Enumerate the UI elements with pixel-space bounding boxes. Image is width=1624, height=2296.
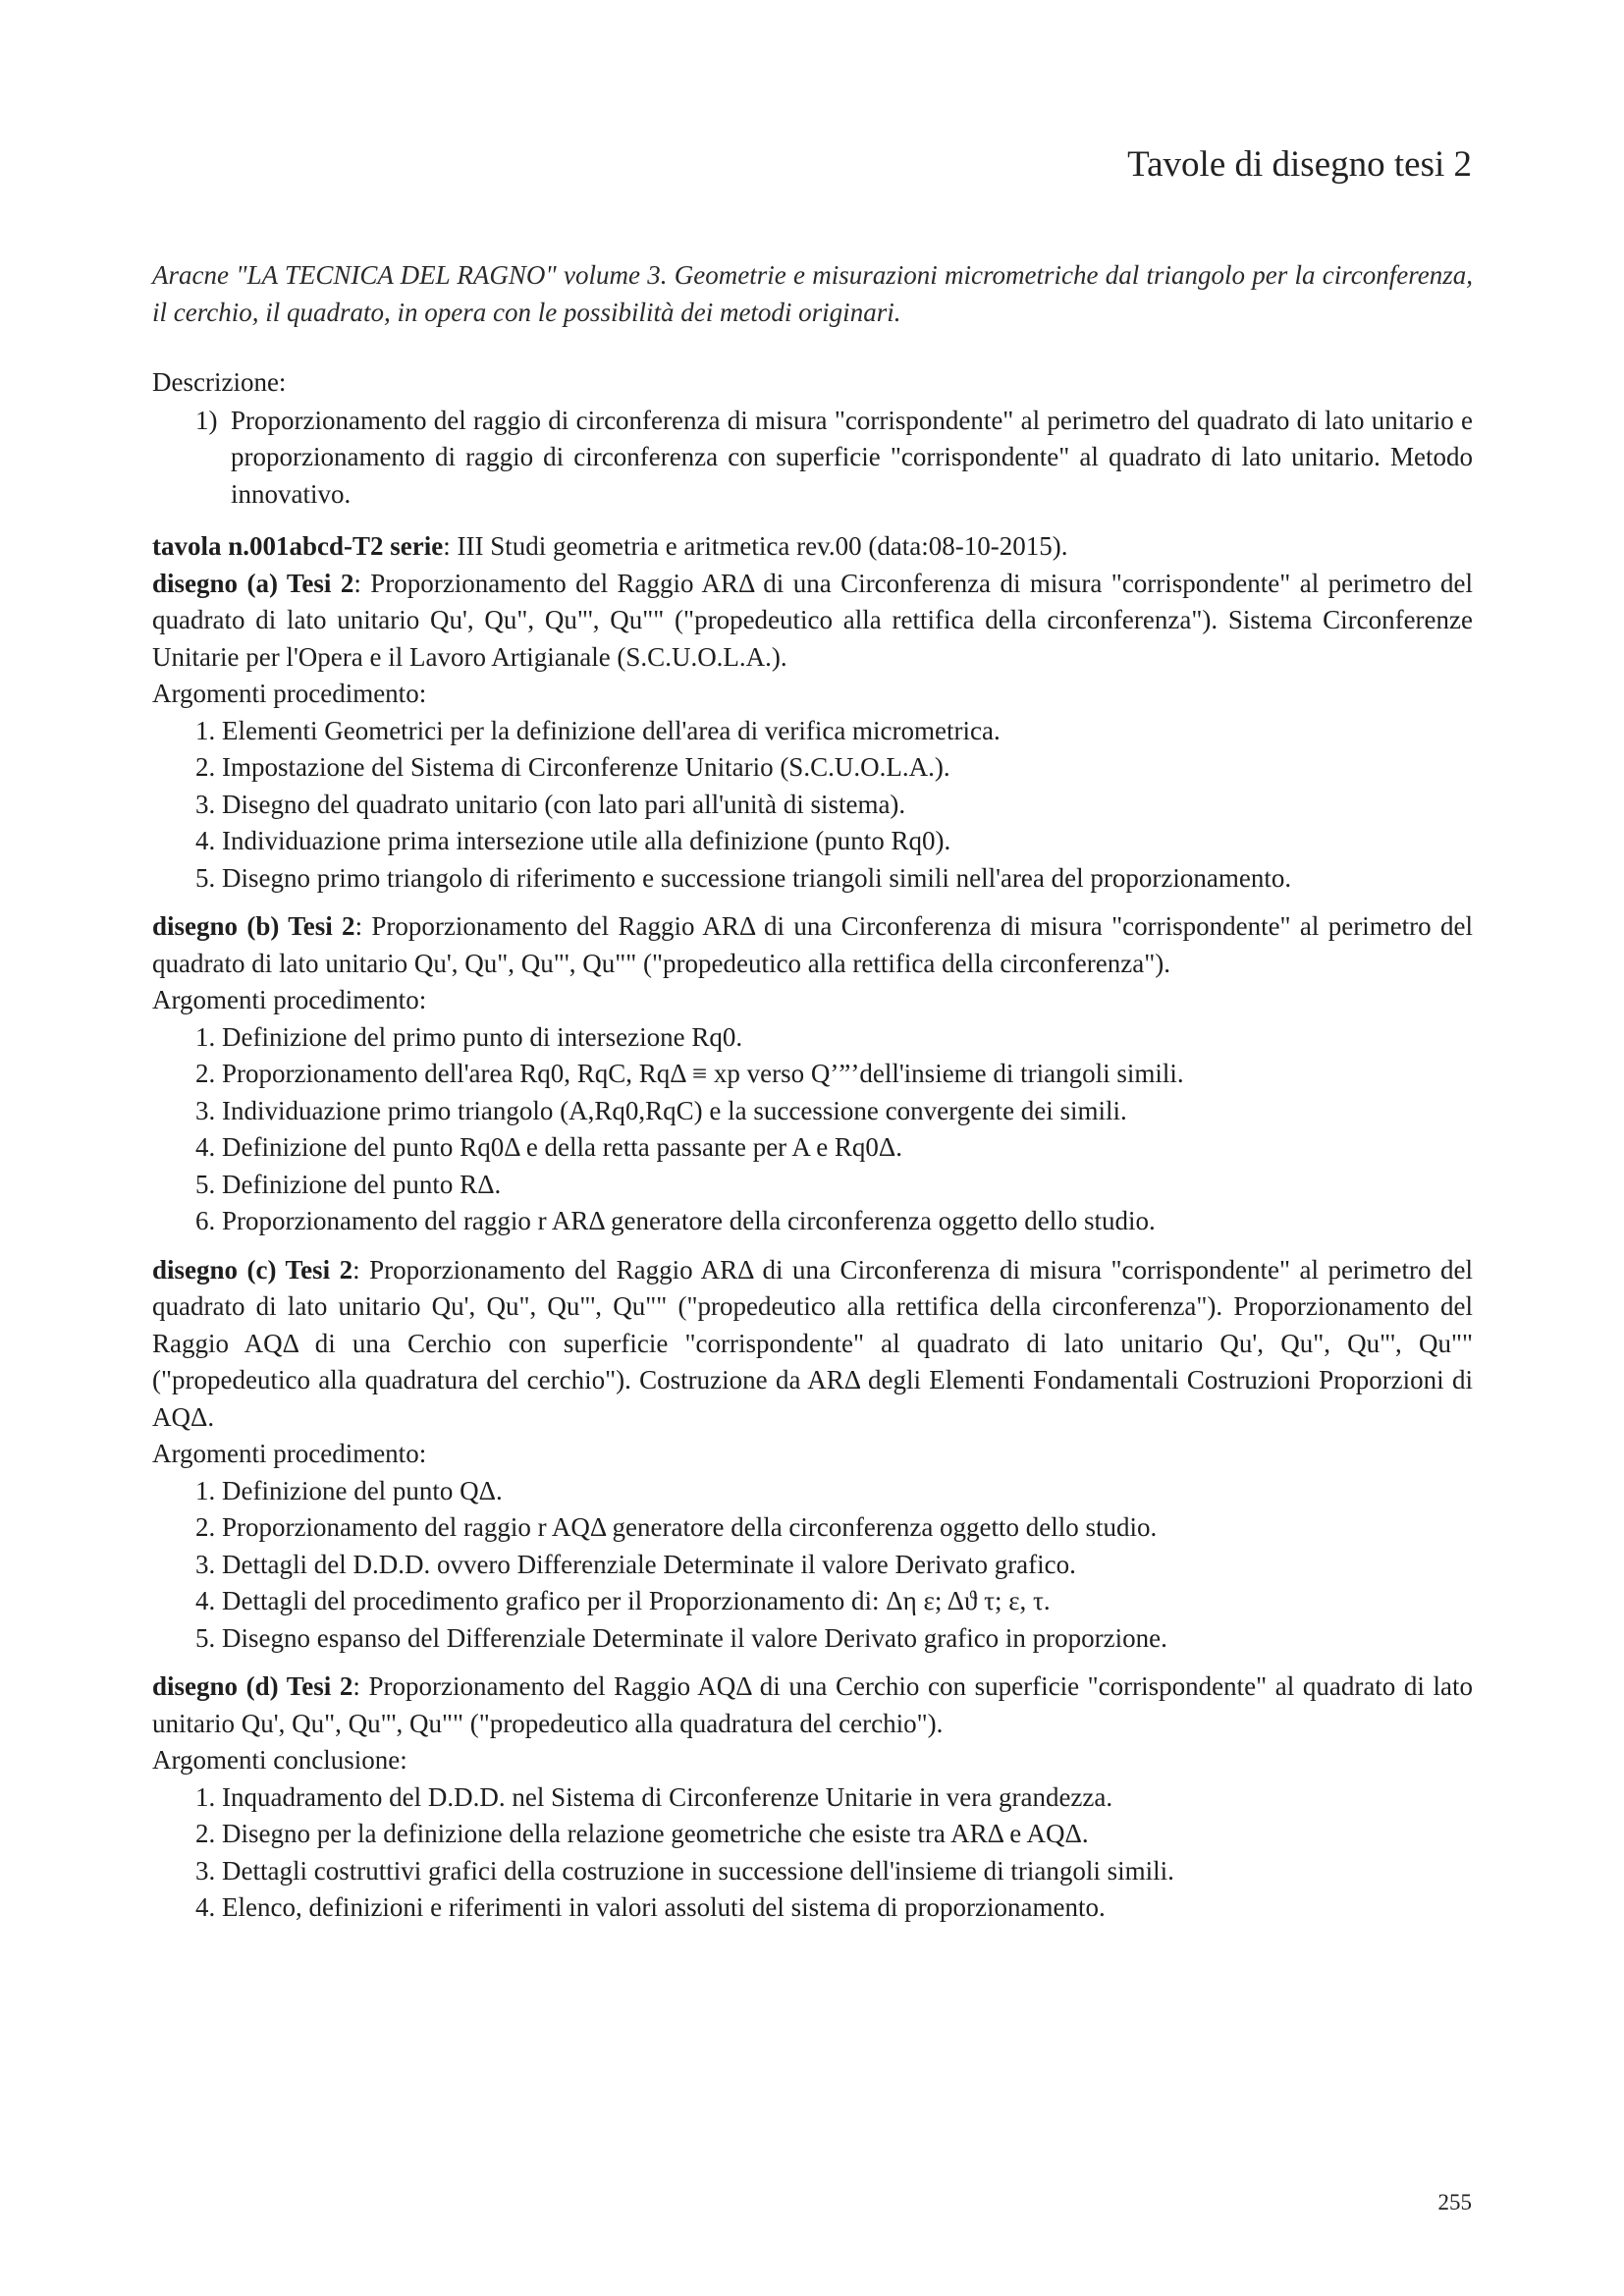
disegno-b-sub-label: Argomenti procedimento: [152,985,427,1014]
disegno-a-section [152,566,1473,898]
disegno-c-section [152,1252,1473,1658]
disegno-b-text: : Proporzionamento del Raggio ARΔ di una Circonferenza di misura "corrispondente" al perimetro del quadrato di lato unitario Qu', Qu", Qu"', Qu"" ("propedeutico alla rettifica della circonferenza"). [152,911,1473,978]
list-item [195,823,1473,860]
list-item [195,1620,1473,1658]
disegno-a-sub-label: Argomenti procedimento: [152,679,427,708]
list-item [195,1473,1473,1510]
disegno-c-sub-label: Argomenti procedimento: [152,1439,427,1468]
disegno-a-paragraph [152,566,1473,677]
disegno-c-list [152,1473,1473,1658]
list-item [195,713,1473,750]
description-label: Descrizione: [152,367,287,397]
list-item-number: 3. [195,789,216,819]
list-item-number: 5. [195,862,216,893]
list-item-number: 3. [195,1095,216,1125]
list-item-text: Dettagli del D.D.D. ovvero Differenziale Determinate il valore Derivato grafico. [222,1549,1076,1579]
list-item-text: Impostazione del Sistema di Circonferenze Unitario (S.C.U.O.L.A.). [222,752,950,782]
list-item-text: Individuazione primo triangolo (A,Rq0,RqC) e la successione convergente dei simili. [222,1095,1127,1125]
disegno-b-paragraph [152,908,1473,982]
list-item-number: 5. [195,1169,216,1199]
disegno-c-paragraph [152,1252,1473,1437]
description-item-text: Proporzionamento del raggio di circonferenza di misura "corrispondente" al perimetro del quadrato di lato unitario e proporzionamento di raggio di circonferenza con superficie "corrispondente" al quadrato di lato unitario. Metodo innovativo. [231,405,1473,509]
list-item [195,787,1473,824]
list-item-text: Individuazione prima intersezione utile alla definizione (punto Rq0). [222,826,951,855]
disegno-d-section [152,1668,1473,1927]
list-item-text: Definizione del primo punto di intersezione Rq0. [222,1021,743,1052]
disegno-d-sub-label: Argomenti conclusione: [152,1745,407,1775]
list-item [195,1853,1473,1890]
list-item-text: Proporzionamento del raggio r AQΔ generatore della circonferenza oggetto dello studio. [222,1512,1158,1542]
list-item-text: Dettagli del procedimento grafico per il Proporzionamento di: Δη ε; Δϑ τ; ε, τ. [222,1586,1051,1615]
list-item-number: 2. [195,1512,216,1542]
intro-paragraph: Aracne "LA TECNICA DEL RAGNO" volume 3. Geometrie e misurazioni micrometriche dal triangolo per la circonferenza, il cerchio, il quadrato, in opera con le possibilità dei metodi originari. [152,260,1473,327]
list-item [195,1547,1473,1584]
list-item-number: 3. [195,1855,216,1886]
description-item [195,403,1473,514]
list-item-text: Inquadramento del D.D.D. nel Sistema di Circonferenze Unitarie in vera grandezza. [222,1781,1113,1812]
list-item-number: 4. [195,1586,216,1615]
list-item-number: 3. [195,1549,216,1579]
disegno-a-text: : Proporzionamento del Raggio ARΔ di una Circonferenza di misura "corrispondente" al perimetro del quadrato di lato unitario Qu', Qu", Qu"', Qu"" ("propedeutico alla rettifica della circonferenza"). Sistema Circonferenze Unitarie per l'Opera e il Lavoro Artigianale (S.C.U.O.L.A.). [152,568,1473,672]
list-item [195,1129,1473,1167]
tavola-text: : III Studi geometria e aritmetica rev.00 (data:08-10-2015). [443,531,1068,561]
disegno-a-label: disegno (a) Tesi 2 [152,568,354,598]
list-item-number: 4. [195,1892,216,1922]
list-item [195,1167,1473,1204]
list-item-text: Proporzionamento del raggio r ARΔ generatore della circonferenza oggetto dello studio. [222,1206,1156,1235]
disegno-c-text: : Proporzionamento del Raggio ARΔ di una Circonferenza di misura "corrispondente" al perimetro del quadrato di lato unitario Qu', Qu", Qu"', Qu"" ("propedeutico alla rettifica della circonferenza"). Proporzionamento del Raggio AQΔ di una Cerchio con superficie "corrispondente" al quadrato di lato unitario Qu', Qu", Qu"', Qu"" ("propedeutico alla quadratura del cerchio"). Costruzione da ARΔ degli Elementi Fondamentali Costruzioni Proporzioni di AQΔ. [152,1254,1473,1432]
list-item-number: 1. [195,1475,216,1505]
list-item [195,1779,1473,1817]
list-item [195,1889,1473,1927]
description-item-number: 1) [195,405,218,435]
list-item [195,1093,1473,1130]
disegno-a-list [152,713,1473,898]
list-item-number: 1. [195,1781,216,1812]
list-item-text: Definizione del punto RΔ. [222,1169,502,1199]
list-item-text: Disegno primo triangolo di riferimento e successione triangoli simili nell'area del proporzionamento. [222,862,1292,893]
disegno-d-label: disegno (d) Tesi 2 [152,1671,353,1701]
list-item-number: 1. [195,1021,216,1052]
list-item-text: Proporzionamento dell'area Rq0, RqC, RqΔ ≡ xp verso Q’”’dell'insieme di triangoli simili. [222,1059,1184,1088]
list-item [195,1583,1473,1620]
running-header: Tavole di disegno tesi 2 [1127,144,1472,185]
list-item [195,1019,1473,1057]
list-item-number: 1. [195,715,216,745]
list-item-text: Elenco, definizioni e riferimenti in valori assoluti del sistema di proporzionamento. [222,1892,1106,1922]
list-item-number: 2. [195,1819,216,1848]
page-number: 255 [1437,2190,1472,2214]
list-item-text: Disegno del quadrato unitario (con lato pari all'unità di sistema). [222,789,906,819]
list-item-text: Definizione del punto Rq0Δ e della retta passante per A e Rq0Δ. [222,1132,903,1162]
disegno-d-text: : Proporzionamento del Raggio AQΔ di una Cerchio con superficie "corrispondente" al quadrato di lato unitario Qu', Qu", Qu"', Qu"" ("propedeutico alla quadratura del cerchio"). [152,1671,1474,1738]
disegno-d-paragraph [152,1668,1473,1742]
disegno-b-section [152,908,1473,1240]
list-item [195,1056,1473,1093]
tavola-line [152,528,1473,566]
list-item-text: Dettagli costruttivi grafici della costruzione in successione dell'insieme di triangoli simili. [222,1855,1174,1886]
list-item-text: Elementi Geometrici per la definizione dell'area di verifica micrometrica. [222,715,1001,745]
tavola-label: tavola n.001abcd-T2 serie [152,531,444,561]
disegno-c-label: disegno (c) Tesi 2 [152,1254,353,1285]
list-item [195,1203,1473,1240]
list-item-number: 4. [195,1132,216,1162]
list-item-number: 5. [195,1622,216,1653]
list-item-number: 6. [195,1206,216,1235]
list-item-number: 2. [195,752,216,782]
list-item-text: Disegno espanso del Differenziale Determinate il valore Derivato grafico in proporzione. [222,1622,1167,1653]
page-body [152,257,1473,1939]
list-item-number: 4. [195,826,216,855]
disegno-b-label: disegno (b) Tesi 2 [152,911,355,941]
list-item [195,1816,1473,1853]
list-item-text: Disegno per la definizione della relazione geometriche che esiste tra ARΔ e AQΔ. [222,1819,1089,1848]
list-item [195,1509,1473,1547]
disegno-b-list [152,1019,1473,1240]
list-item [195,749,1473,787]
disegno-d-list [152,1779,1473,1927]
list-item-number: 2. [195,1059,216,1088]
list-item [195,860,1473,898]
list-item-text: Definizione del punto QΔ. [222,1475,503,1505]
